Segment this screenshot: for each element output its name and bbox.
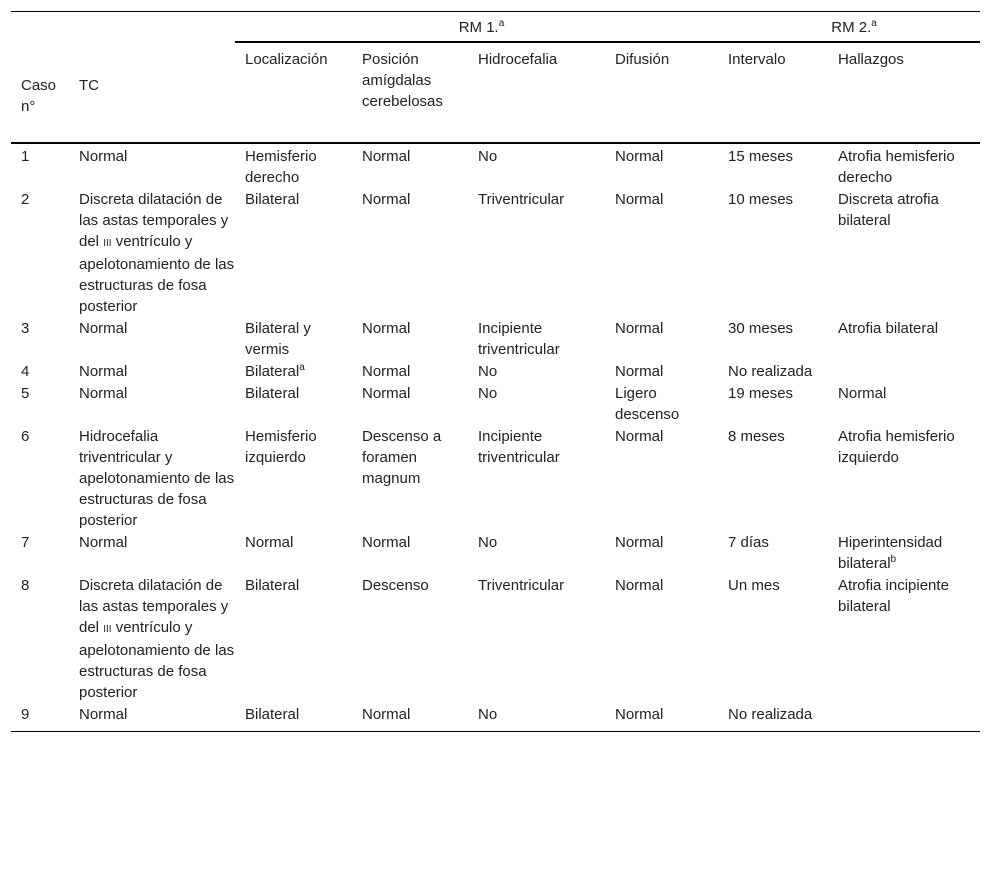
cell-intervalo: No realizada (728, 706, 813, 723)
cell-localizacion: Hemisferio derecho (235, 143, 352, 189)
cell-intervalo: 19 meses (728, 385, 794, 402)
cell-tc: Normal (79, 534, 128, 551)
header-intervalo: Intervalo (728, 51, 786, 68)
cell-caso: 3 (21, 320, 30, 337)
cell-difusion: Ligero descenso (615, 385, 680, 423)
cell-difusion: Normal (615, 191, 664, 208)
cell-difusion: Normal (605, 143, 718, 189)
header-blank (69, 12, 235, 43)
cell-caso: 8 (21, 577, 30, 594)
table-row (11, 704, 980, 732)
cell-hidrocefalia: No (478, 534, 498, 551)
cell-posicion: Descenso (362, 577, 429, 594)
cell-intervalo: 15 meses (718, 143, 828, 189)
cell-difusion: Normal (615, 428, 664, 445)
cell-posicion: Normal (352, 143, 468, 189)
cell-hallazgos: Normal (838, 385, 887, 402)
cell-caso: 4 (21, 363, 30, 380)
cell-localizacion: Bilateral (245, 577, 300, 594)
table-row (11, 318, 980, 361)
cell-posicion: Normal (362, 534, 411, 551)
cell-tc: Discreta dilatación de las astas temporales y del III ventrículo y apelotonamiento de las estructuras de fosa posterior (79, 191, 235, 315)
cell-localizacion: Hemisferio izquierdo (245, 428, 317, 466)
cell-hidrocefalia: No (478, 385, 498, 402)
table-row (11, 189, 980, 318)
cell-posicion: Normal (362, 706, 411, 723)
cell-intervalo: 8 meses (728, 428, 785, 445)
cell-hallazgos: Atrofia incipiente bilateral (838, 577, 949, 615)
table-row (11, 575, 980, 704)
table-row (11, 426, 980, 532)
header-localizacion: Localización (245, 51, 328, 68)
cell-tc: Normal (79, 385, 128, 402)
cell-tc: Hidrocefalia triventricular y apelotonamiento de las estructuras de fosa posterior (79, 428, 235, 529)
cell-intervalo: No realizada (728, 363, 813, 380)
cell-intervalo: 30 meses (728, 320, 794, 337)
table-row (11, 361, 980, 383)
cell-hidrocefalia: Incipiente triventricular (478, 428, 560, 466)
header-hallazgos: Hallazgos (838, 51, 904, 68)
cell-hallazgos: Discreta atrofia bilateral (838, 191, 939, 229)
cell-hidrocefalia: Triventricular (478, 577, 565, 594)
header-group-rm1: RM 1.$^a$ (235, 12, 718, 43)
header-group-rm2: RM 2.$^a$ (718, 12, 980, 43)
cell-localizacion: Bilateral (245, 385, 300, 402)
cell-hallazgos: Atrofia hemisferio derecho (828, 143, 980, 189)
cell-posicion: Normal (362, 385, 411, 402)
cell-hallazgos (828, 704, 980, 732)
cell-posicion: Descenso a foramen magnum (362, 428, 442, 487)
header-caso: Caso n° (21, 77, 57, 115)
cell-caso: 9 (21, 706, 30, 723)
cell-hidrocefalia: No (478, 706, 498, 723)
cell-difusion: Normal (615, 534, 664, 551)
cell-localizacion: Bilateral (245, 706, 300, 723)
cell-localizacion: Bilateral (245, 191, 300, 208)
header-posicion: Posición amígdalas cerebelosas (362, 51, 443, 110)
cell-caso: 2 (21, 191, 30, 208)
cell-hidrocefalia: Triventricular (478, 191, 565, 208)
header-difusion: Difusión (615, 51, 670, 68)
cell-posicion: Normal (362, 191, 411, 208)
cell-caso: 1 (11, 143, 69, 189)
cell-localizacion: Bilateral y vermis (245, 320, 311, 358)
cell-difusion: Normal (615, 706, 664, 723)
cell-tc: Normal (79, 320, 128, 337)
cell-intervalo: 10 meses (728, 191, 794, 208)
cell-caso: 7 (21, 534, 30, 551)
header-tc: TC (79, 77, 99, 94)
header-hidrocefalia: Hidrocefalia (478, 51, 558, 68)
cell-tc: Normal (79, 363, 128, 380)
cell-hallazgos: Atrofia bilateral (838, 320, 939, 337)
cell-intervalo: Un mes (728, 577, 780, 594)
cell-hallazgos: Hiperintensidad bilateral$^b$ (838, 534, 943, 572)
cell-posicion: Normal (362, 320, 411, 337)
header-column-row (11, 42, 980, 143)
cell-hidrocefalia: Incipiente triventricular (478, 320, 560, 358)
cell-tc: Normal (69, 143, 235, 189)
table-row (11, 143, 980, 189)
cell-caso: 6 (21, 428, 30, 445)
cell-difusion: Normal (615, 320, 664, 337)
cell-posicion: Normal (362, 363, 411, 380)
cell-tc: Discreta dilatación de las astas temporales y del III ventrículo y apelotonamiento de las estructuras de fosa posterior (79, 577, 235, 701)
header-blank (11, 12, 69, 43)
cell-hallazgos: Atrofia hemisferio izquierdo (838, 428, 955, 466)
cell-hidrocefalia: No (468, 143, 605, 189)
cell-tc: Normal (79, 706, 128, 723)
cell-difusion: Normal (615, 363, 664, 380)
header-group-row (11, 12, 980, 43)
table-row (11, 532, 980, 575)
cell-localizacion: Normal (245, 534, 294, 551)
cell-difusion: Normal (615, 577, 664, 594)
cell-localizacion: Bilateral$^a$ (245, 362, 305, 380)
results-table (11, 11, 980, 732)
cell-caso: 5 (21, 385, 30, 402)
cell-hallazgos (828, 361, 980, 383)
cell-hidrocefalia: No (478, 363, 498, 380)
table-row (11, 383, 980, 426)
cell-intervalo: 7 días (728, 534, 769, 551)
